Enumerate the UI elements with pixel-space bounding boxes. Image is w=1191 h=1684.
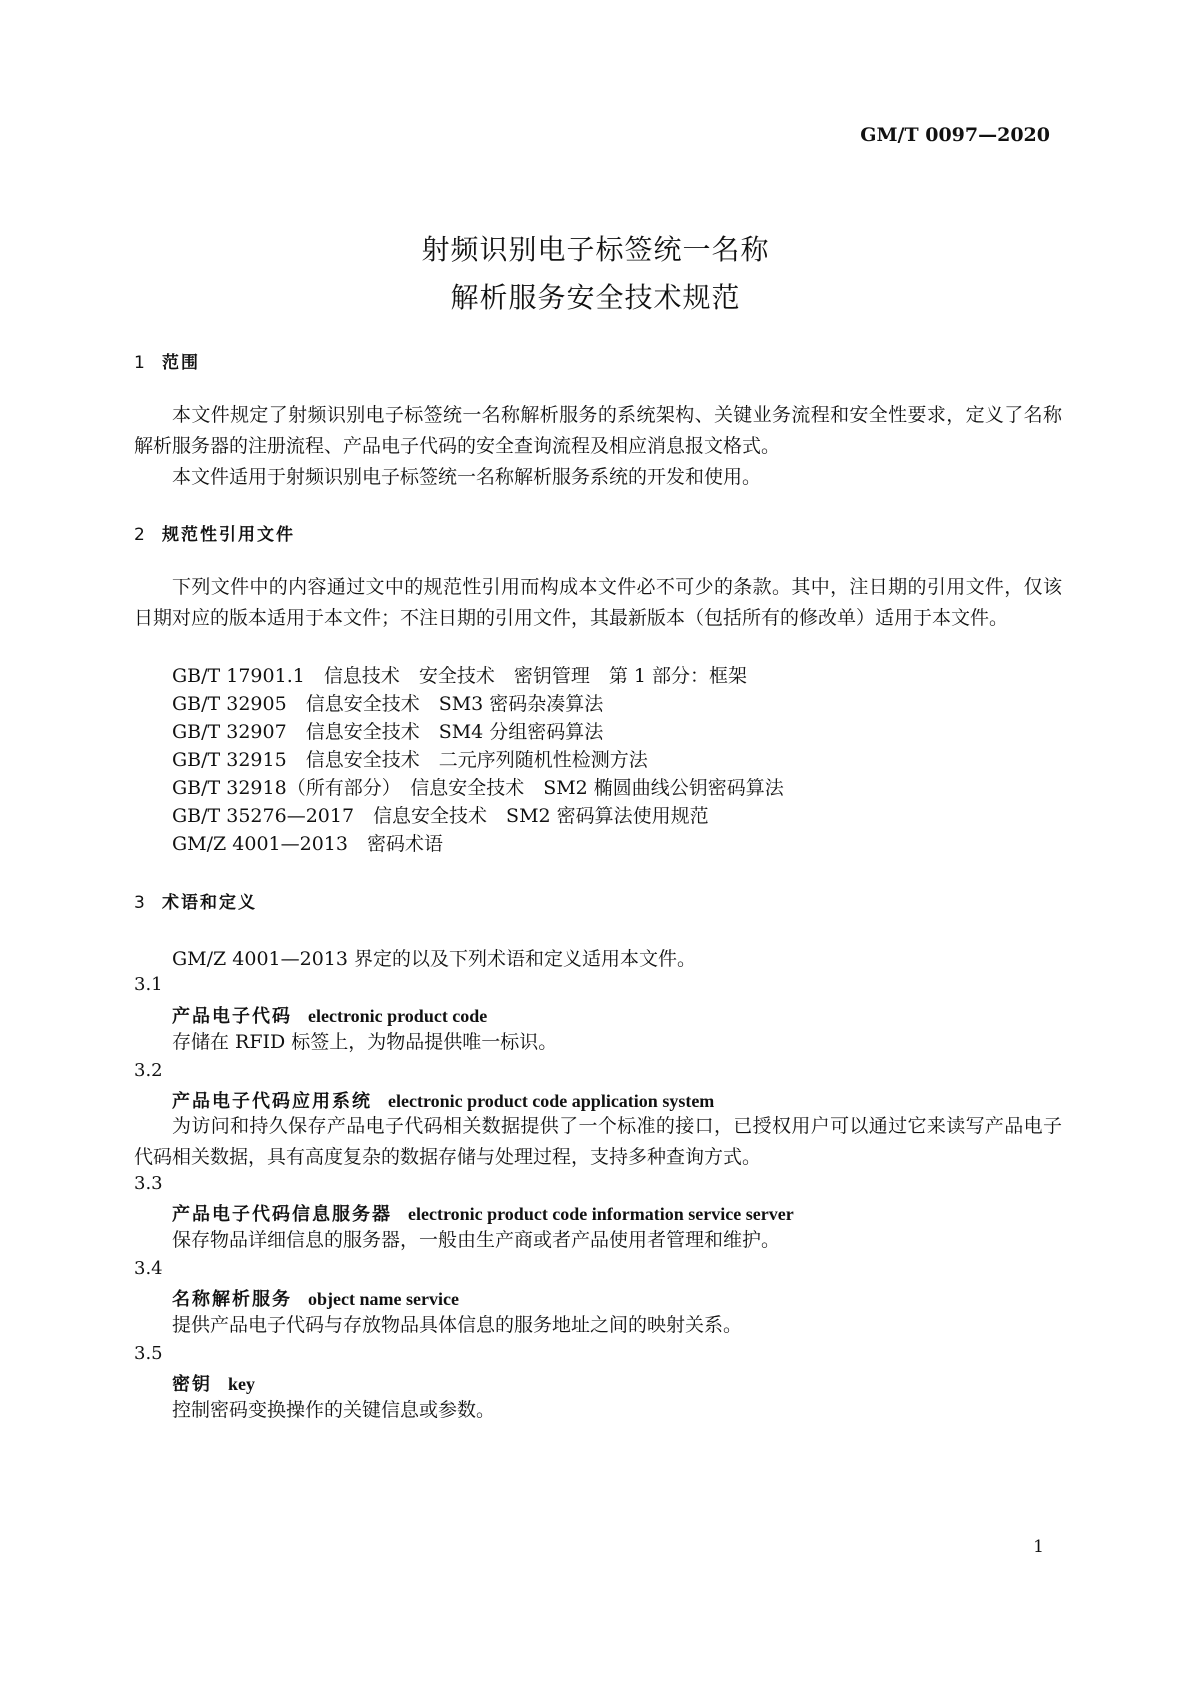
term-definition: 保存物品详细信息的服务器，一般由生产商或者产品使用者管理和维护。 — [172, 1229, 781, 1251]
term-heading — [172, 1285, 459, 1311]
section-title: 范围 — [162, 353, 200, 373]
term-heading — [172, 1087, 714, 1113]
clause-number: 3.1 — [134, 974, 163, 995]
section-number: 2 — [134, 525, 147, 545]
section-2-intro: 下列文件中的内容通过文中的规范性引用而构成本文件必不可少的条款。其中，注日期的引用文件，仅该日期对应的版本适用于本文件；不注日期的引用文件，其最新版本（包括所有的修改单）适用于本文件。 — [134, 576, 1062, 629]
clause-number: 3.4 — [134, 1258, 163, 1279]
section-title: 术语和定义 — [162, 893, 257, 913]
normative-reference: GB/T 35276—2017 信息安全技术 SM2 密码算法使用规范 — [172, 805, 709, 827]
page-number: 1 — [1033, 1537, 1044, 1557]
section-1-paragraph-1: 本文件规定了射频识别电子标签统一名称解析服务的系统架构、关键业务流程和安全性要求，定义了名称解析服务器的注册流程、产品电子代码的安全查询流程及相应消息报文格式。 — [134, 404, 1062, 457]
standard-code: GM/T 0097—2020 — [860, 124, 1050, 146]
document-title-line-1: 射频识别电子标签统一名称 — [421, 233, 770, 266]
term-en: key — [228, 1374, 255, 1394]
term-heading — [172, 1002, 487, 1028]
section-title: 规范性引用文件 — [162, 525, 295, 545]
term-zh: 名称解析服务 — [172, 1289, 292, 1310]
normative-reference: GB/T 32918（所有部分） 信息安全技术 SM2 椭圆曲线公钥密码算法 — [172, 777, 784, 799]
clause-number: 3.3 — [134, 1173, 163, 1194]
term-heading — [172, 1200, 794, 1226]
term-definition: 提供产品电子代码与存放物品具体信息的服务地址之间的映射关系。 — [172, 1314, 743, 1336]
term-en: object name service — [308, 1289, 459, 1309]
section-number: 1 — [134, 353, 147, 373]
clause-number: 3.5 — [134, 1343, 163, 1364]
clause-number: 3.2 — [134, 1060, 163, 1081]
term-zh: 产品电子代码应用系统 — [172, 1091, 372, 1112]
term-definition: 存储在 RFID 标签上，为物品提供唯一标识。 — [172, 1031, 558, 1053]
term-definition: 控制密码变换操作的关键信息或参数。 — [172, 1399, 496, 1421]
term-en: electronic product code — [308, 1006, 488, 1026]
term-definition: 为访问和持久保存产品电子代码相关数据提供了一个标准的接口，已授权用户可以通过它来读写产品电子代码相关数据，具有高度复杂的数据存储与处理过程，支持多种查询方式。 — [134, 1115, 1062, 1168]
section-3-heading — [134, 888, 257, 913]
document-title-line-2: 解析服务安全技术规范 — [450, 281, 741, 314]
term-zh: 密钥 — [172, 1374, 212, 1395]
term-zh: 产品电子代码 — [172, 1006, 292, 1027]
normative-reference: GB/T 32907 信息安全技术 SM4 分组密码算法 — [172, 721, 604, 743]
section-2-heading — [134, 520, 295, 545]
normative-reference: GB/T 32915 信息安全技术 二元序列随机性检测方法 — [172, 749, 648, 771]
normative-reference: GB/T 32905 信息安全技术 SM3 密码杂凑算法 — [172, 693, 604, 715]
section-1-heading — [134, 348, 200, 373]
term-en: electronic product code information service server — [408, 1204, 794, 1224]
section-3-intro: GM/Z 4001—2013 界定的以及下列术语和定义适用本文件。 — [172, 948, 697, 970]
section-number: 3 — [134, 893, 147, 913]
normative-reference: GM/Z 4001—2013 密码术语 — [172, 833, 443, 855]
term-en: electronic product code application system — [388, 1091, 715, 1111]
term-heading — [172, 1370, 255, 1396]
section-1-paragraph-2: 本文件适用于射频识别电子标签统一名称解析服务系统的开发和使用。 — [172, 466, 762, 488]
term-zh: 产品电子代码信息服务器 — [172, 1204, 392, 1225]
normative-reference: GB/T 17901.1 信息技术 安全技术 密钥管理 第 1 部分：框架 — [172, 665, 747, 687]
